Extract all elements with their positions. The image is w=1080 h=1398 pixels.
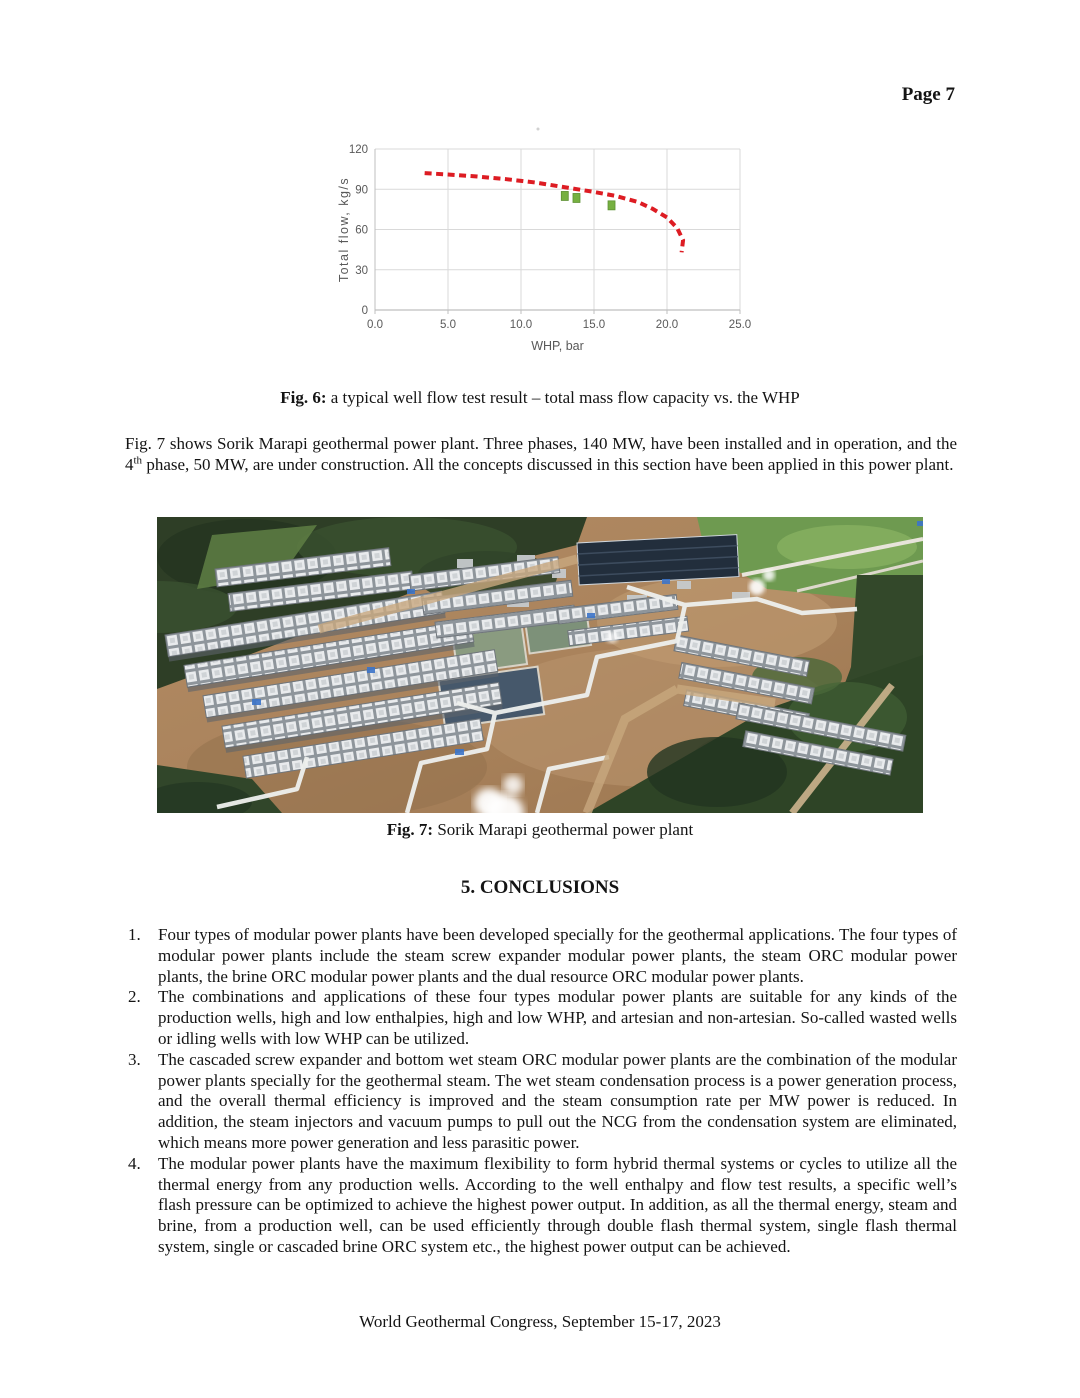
item-text: The cascaded screw expander and bottom wet steam ORC modular power plants are the combination of the modular power plants specially for the geothermal steam. The wet steam condensation process is a power generation process, and the overall thermal efficiency is improved and the steam consumption rate per MW power is reduced. In addition, the steam injectors and vacuum pumps to pull out the NCG from the condensation system are eliminated, which means more power generation and less parasitic power. [158,1049,957,1152]
y-tick-label: 0 [361,305,368,317]
y-tick-label: 30 [355,264,368,277]
page-number: Page 7 [901,84,955,105]
conclusions-heading: 5. CONCLUSIONS [460,877,620,898]
plant-photo-illustration [157,517,923,813]
test-data-point [608,201,615,210]
item-text: The combinations and applications of these four types modular power plants are suitable for any kinds of the production wells, high and low enthalpies, high and low WHP, and artesian and non-artesian. So-called wasted wells or idling wells with low WHP can be utilized. [158,987,957,1048]
plant-aerial-photo [157,517,923,813]
flow-test-chart [335,122,765,372]
y-tick-label: 90 [355,184,368,197]
conclusion-item [125,1154,957,1258]
y-axis-label: Total flow, kg/s [337,176,351,283]
item-number: 3. [128,1049,141,1069]
fig6-chart [335,122,765,372]
y-tick-label: 120 [348,144,368,156]
x-tick-label: 0.0 [367,319,383,331]
flow-curve [425,173,683,252]
y-tick-label: 60 [355,224,368,237]
x-tick-label: 5.0 [440,319,456,331]
paragraph-superscript: th [133,454,143,467]
x-axis-label: WHP, bar [531,339,584,353]
fig7-caption [0,820,1080,840]
x-tick-label: 10.0 [509,319,533,331]
item-text: Four types of modular power plants have been developed specially for the geothermal applications. The four types of modular power plants include the steam screw expander modular power plants, the steam ORC modular power plants, the brine ORC modular power plants and the dual resource ORC modular power plants. [158,925,957,986]
item-text: The modular power plants have the maximum flexibility to form hybrid thermal systems or cycles to utilize all the thermal energy from any production wells. According to the well enthalpy and flow test results, a specific well’s flash pressure can be optimized to achieve the highest power output. In addition, as all the thermal energy, steam and brine, from a production well, can be used efficiently through double flash thermal system, single flash thermal system, single or cascaded brine ORC system etc., the highest power output can be achieved. [158,1153,957,1256]
item-number: 4. [128,1153,141,1173]
stray-mark [537,128,540,131]
body-paragraph [125,434,957,476]
x-tick-label: 20.0 [655,319,679,331]
x-tick-label: 25.0 [728,319,752,331]
test-data-point [573,193,580,202]
conclusion-item [125,1050,957,1154]
fig7-caption-label: Fig. 7: [386,820,434,839]
item-number: 1. [128,925,141,944]
fig7-caption-text: Sorik Marapi geothermal power plant [433,820,694,839]
paragraph-part2: phase, 50 MW, are under construction. All the concepts discussed in this section have been applied in this power plant. [142,454,954,474]
conclusion-item [125,925,957,987]
conclusions-list [125,925,957,1258]
paragraph-part1: Fig. 7 shows Sorik Marapi geothermal power plant. Three phases, 140 MW, have been installed and in operation, and the 4 [125,434,957,474]
footer-conference-line: World Geothermal Congress, September 15-17, 2023 [359,1312,721,1331]
x-tick-label: 15.0 [582,319,606,331]
fig6-caption-text: a typical well flow test result – total mass flow capacity vs. the WHP [326,388,800,407]
conclusion-item [125,987,957,1049]
fig6-caption [0,388,1080,408]
fig6-caption-label: Fig. 6: [280,388,327,407]
item-number: 2. [128,987,141,1007]
test-data-point [561,191,568,200]
